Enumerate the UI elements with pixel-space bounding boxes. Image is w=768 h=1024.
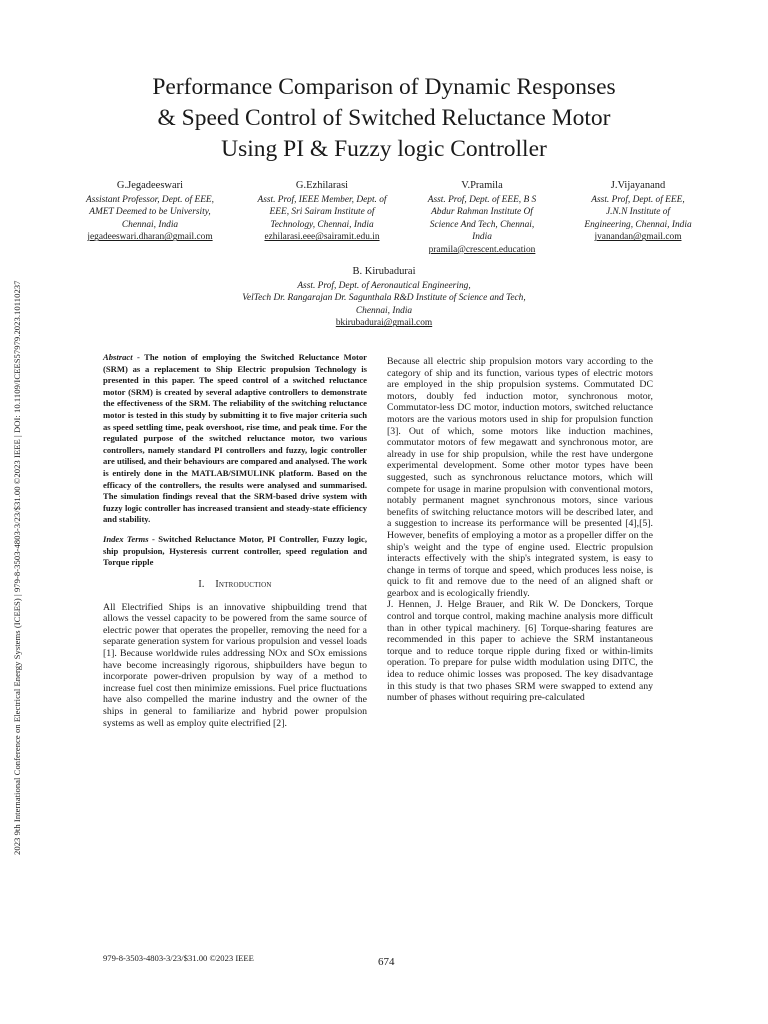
index-terms-text: - Switched Reluctance Motor, PI Controller, Fuzzy logic, ship propulsion, Hysteresis current controller, speed regulation and Torque ripple — [103, 533, 368, 568]
author-email[interactable]: jvanandan@gmail.com — [594, 232, 682, 243]
author-name: B. Kirubadurai — [352, 266, 416, 277]
title-line-1: Performance Comparison of Dynamic Responses — [152, 74, 616, 100]
section-number: I. — [198, 578, 205, 590]
author-email[interactable]: bkirubadurai@gmail.com — [335, 318, 433, 329]
author-block-3 — [408, 180, 556, 257]
section-title: Introduction — [215, 578, 272, 590]
title-line-3: Using PI & Fuzzy logic Controller — [221, 136, 547, 162]
index-terms-label: Index Terms — [103, 533, 149, 544]
page-number: 674 — [378, 956, 395, 968]
abstract-label: Abstract — [103, 352, 133, 362]
author-affiliation: VelTech Dr. Rangarajan Dr. Sagunthala R&D Institute of Science and Tech, — [242, 293, 526, 304]
title-line-2: & Speed Control of Switched Reluctance Motor — [157, 105, 611, 131]
author-affiliation: Chennai, India — [121, 219, 179, 230]
author-affiliation: J.N.N Institute of — [605, 207, 671, 218]
body-paragraph: J. Hennen, J. Helge Brauer, and Rik W. De Donckers, Torque control and torque control, making machine analysis more difficult than in other typical machinery. [6] Torque-sharing features are recommended in this paper to achieve the SRM instantaneous torque and to reduce torque ripple during fixed or within-limits operation. To prepare for pulse width modulation using DITC, the idea to reduce ohimic losses was proposed. The key disadvantage in this study is that two phases SRM were swapped to extend any number of phases without requiring pre-calculated — [387, 599, 653, 704]
author-affiliation: Technology, Chennai, India — [270, 219, 374, 230]
author-name: V.Pramila — [461, 180, 503, 191]
author-affiliation: EEE, Sri Sairam Institute of — [269, 207, 375, 218]
author-affiliation: Asst. Prof, Dept. of EEE, B S — [427, 194, 537, 205]
copyright-footer: 979-8-3503-4803-3/23/$31.00 ©2023 IEEE — [103, 953, 254, 963]
author-name: G.Ezhilarasi — [295, 180, 349, 191]
author-email[interactable]: jegadeeswari.dharan@gmail.com — [87, 232, 213, 243]
abstract-text: - The notion of employing the Switched Reluctance Motor (SRM) as a replacement to Ship Electric propulsion Technology is presented in this paper. The speed control of a switched reluctance motor (SRM) is created by several adaptive controllers to demonstrate the effectiveness of the SRM. The reliability of the switching reluctance motor is tested in this study by submitting it to five major criteria such as speed settling time, peak overshoot, rise time, and peak time. For the regulated purpose of the switched reluctance motor, two various controllers, namely standard PI controllers and fuzzy, logic controller are utilised, and their behaviours are compared and analysed. The work is entirely done in the MATLAB/SIMULINK platform. Based on the efficacy of the controllers, the results were analysed and summarised. The simulation findings reveal that the SRM-based drive system with fuzzy logic controller has increased transient and steady-state efficiency and stability. — [103, 352, 367, 525]
author-block-2 — [240, 180, 404, 244]
abstract — [103, 352, 367, 526]
author-block-4 — [568, 180, 708, 244]
author-affiliation: Chennai, India — [355, 305, 413, 316]
section-heading — [103, 579, 367, 590]
right-column — [387, 356, 653, 704]
author-block-1 — [68, 180, 232, 244]
author-affiliation: Abdur Rahman Institute Of — [431, 207, 533, 218]
author-email[interactable]: ezhilarasi.eee@sairamit.edu.in — [264, 232, 380, 243]
author-affiliation: India — [472, 232, 492, 243]
author-block-5 — [180, 266, 588, 330]
author-affiliation: Engineering, Chennai, India — [584, 219, 692, 230]
index-terms — [103, 534, 367, 569]
author-affiliation: Asst. Prof, IEEE Member, Dept. of — [257, 194, 387, 205]
paper-title — [60, 72, 708, 165]
body-paragraph: Because all electric ship propulsion motors vary according to the category of ship and its function, various types of electric motors are employed in the ship propulsion systems. Commutated DC motors, doubly fed induction motor, synchronous motor, Commutator-less DC motor, induction motors, switched reluctance motors are the various motors used in ship for propulsion function [3]. Out of which, some motors like induction machines, commutator motors of few megawatt and synchronous motor, are already in use for ship propulsion, while the rest have undergone experimental development. Some other motor types have been suggested, such as synchronous reluctance motors, which will compete for usage in marine propulsion with conventional motors, notably permanent magnet synchronous motors, since various benefits of switching reluctance motors will be described later, and a suggestion to increase its performance will be presented [4],[5]. However, benefits of employing a motor as a propeller differ on the ship's weight and the type of engine used. Electric propulsion interacts effectively with the ship's integrated system, is easy to change in terms of torque and speed, which produces less noise, is quick to fit and remove due to the need of an aligned shaft or gearbox and is ecologically friendly. — [387, 356, 653, 599]
author-affiliation: Asst. Prof, Dept. of EEE, — [591, 194, 685, 205]
author-affiliation: Asst. Prof, Dept. of Aeronautical Engineering, — [297, 280, 471, 291]
intro-paragraph: All Electrified Ships is an innovative shipbuilding trend that allows the vessel capacity to be powered from the same source of electric power that operates the propeller, removing the need for a separate generation system for various propulsion and vessel loads [1]. Because worldwide rules addressing NOx and SOx emissions have become increasingly rigorous, shipbuilders have begun to incorporate power-driven propulsion by way of a method to increase fuel cost then minimize emissions. Fuel price fluctuations have also compelled the marine industry and the owner of the ships in general to familiarize and hybrid power propulsion systems as well as employ quite electrified [2]. — [103, 601, 367, 729]
author-name: J.Vijayanand — [610, 180, 666, 191]
author-affiliation: Assistant Professor, Dept. of EEE, — [85, 194, 215, 205]
author-affiliation: AMET Deemed to be University, — [89, 207, 211, 218]
left-column — [103, 352, 367, 729]
author-name: G.Jegadeeswari — [116, 180, 184, 191]
author-affiliation: Science And Tech, Chennai, — [429, 219, 535, 230]
author-email[interactable]: pramila@crescent.education — [428, 244, 536, 255]
conference-sidebar: 2023 9th International Conference on Electrical Energy Systems (ICEES) | 979-8-3503-4803-3/23/$31.00 ©2023 IEEE | DOI: 10.1109/ICEES57979.2023.10110237 — [12, 280, 22, 855]
